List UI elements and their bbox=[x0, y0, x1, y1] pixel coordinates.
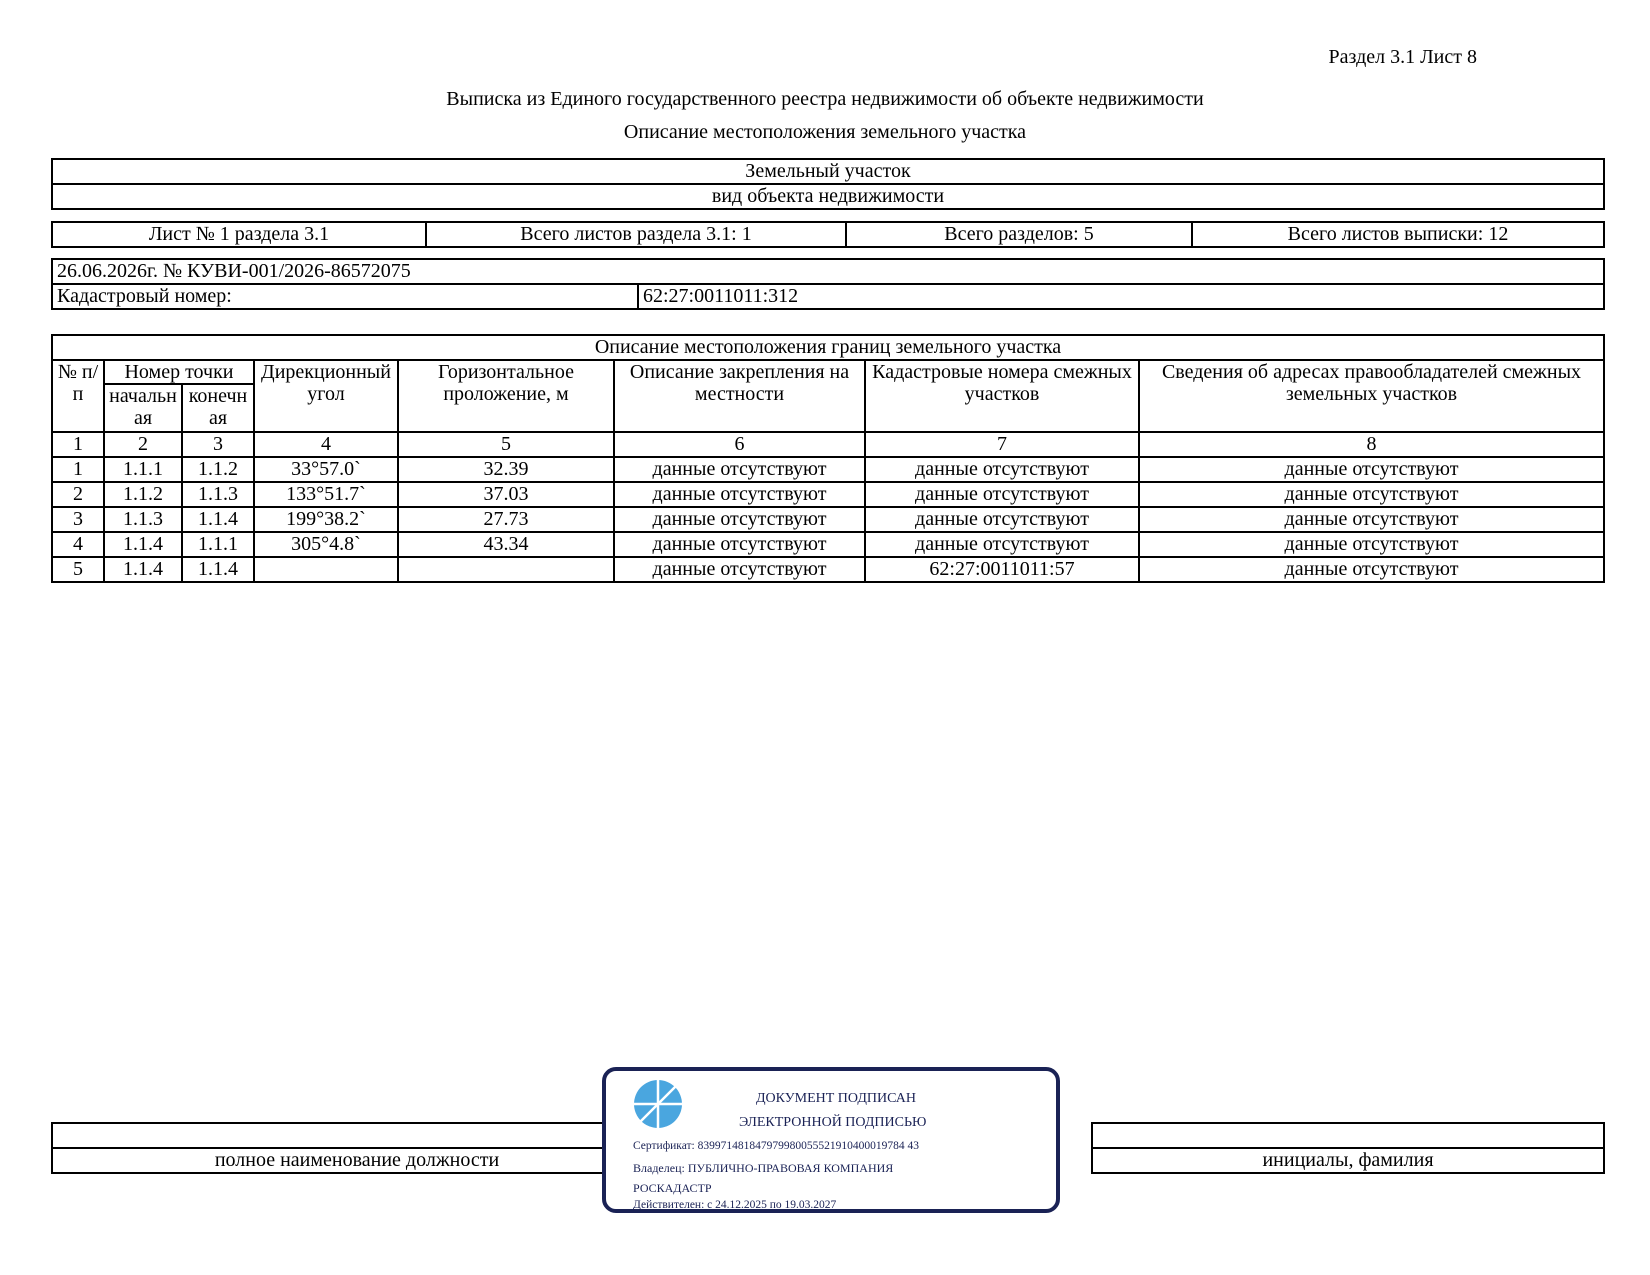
cell-end: 1.1.2 bbox=[182, 457, 254, 482]
cell-num: 3 bbox=[52, 507, 104, 532]
cell-angle bbox=[254, 557, 398, 582]
cell-angle: 133°51.7` bbox=[254, 482, 398, 507]
stamp-validity: Действителен: с 24.12.2025 по 19.03.2027 bbox=[633, 1199, 837, 1211]
col-number: 8 bbox=[1139, 432, 1604, 457]
stamp-owner-line1: Владелец: ПУБЛИЧНО-ПРАВОВАЯ КОМПАНИЯ bbox=[633, 1161, 894, 1175]
cadastral-value: 62:27:0011011:312 bbox=[638, 284, 1604, 309]
cell-owners: данные отсутствуют bbox=[1139, 532, 1604, 557]
header-end: конечн ая bbox=[182, 384, 254, 432]
cell-start: 1.1.3 bbox=[104, 507, 182, 532]
cell-num: 4 bbox=[52, 532, 104, 557]
cell-start: 1.1.4 bbox=[104, 557, 182, 582]
info-table bbox=[51, 258, 1605, 310]
cell-end: 1.1.4 bbox=[182, 557, 254, 582]
cell-start: 1.1.2 bbox=[104, 482, 182, 507]
stamp-owner-line2: РОСКАДАСТР bbox=[633, 1181, 712, 1195]
position-label: полное наименование должности bbox=[52, 1148, 662, 1173]
cell-fixing: данные отсутствуют bbox=[614, 507, 865, 532]
header-start: начальн ая bbox=[104, 384, 182, 432]
cadastral-label: Кадастровый номер: bbox=[52, 284, 638, 309]
header-angle: Дирекционный угол bbox=[254, 360, 398, 432]
cell-start: 1.1.1 bbox=[104, 457, 182, 482]
cell-owners: данные отсутствуют bbox=[1139, 557, 1604, 582]
table-row bbox=[52, 507, 1604, 532]
cell-angle: 305°4.8` bbox=[254, 532, 398, 557]
col-number: 5 bbox=[398, 432, 614, 457]
col-number: 1 bbox=[52, 432, 104, 457]
total-extract-sheets-cell: Всего листов выписки: 12 bbox=[1192, 222, 1604, 247]
signature-position-blank bbox=[52, 1123, 662, 1148]
header-length: Горизонтальное проложение, м bbox=[398, 360, 614, 432]
bounds-table bbox=[51, 334, 1605, 583]
header-adjacent: Кадастровые номера смежных участков bbox=[865, 360, 1139, 432]
cell-adjacent: данные отсутствуют bbox=[865, 507, 1139, 532]
cell-angle: 199°38.2` bbox=[254, 507, 398, 532]
header-owners: Сведения об адресах правообладателей смежных земельных участков bbox=[1139, 360, 1604, 432]
cell-adjacent: 62:27:0011011:57 bbox=[865, 557, 1139, 582]
cell-num: 1 bbox=[52, 457, 104, 482]
cell-start: 1.1.4 bbox=[104, 532, 182, 557]
document-subtitle: Описание местоположения земельного участка bbox=[623, 121, 1027, 143]
cell-end: 1.1.1 bbox=[182, 532, 254, 557]
column-numbers-row bbox=[52, 432, 1604, 457]
col-number: 6 bbox=[614, 432, 865, 457]
stamp-title-line1: ДОКУМЕНТ ПОДПИСАН bbox=[756, 1091, 916, 1106]
cell-angle: 33°57.0` bbox=[254, 457, 398, 482]
cell-end: 1.1.4 bbox=[182, 507, 254, 532]
total-sections-cell: Всего разделов: 5 bbox=[846, 222, 1192, 247]
cell-num: 2 bbox=[52, 482, 104, 507]
electronic-signature-stamp bbox=[602, 1067, 1060, 1213]
cell-owners: данные отсутствуют bbox=[1139, 482, 1604, 507]
cell-adjacent: данные отсутствуют bbox=[865, 482, 1139, 507]
name-label: инициалы, фамилия bbox=[1092, 1148, 1604, 1173]
cell-adjacent: данные отсутствуют bbox=[865, 457, 1139, 482]
col-number: 4 bbox=[254, 432, 398, 457]
cell-length: 32.39 bbox=[398, 457, 614, 482]
col-number: 7 bbox=[865, 432, 1139, 457]
cell-length: 43.34 bbox=[398, 532, 614, 557]
sheet-number: Раздел 3.1 Лист 8 bbox=[1328, 46, 1477, 68]
cell-num: 5 bbox=[52, 557, 104, 582]
sheets-table bbox=[51, 221, 1605, 248]
col-number: 2 bbox=[104, 432, 182, 457]
stamp-certificate: Сертификат: 839971481847979980055521910400019784 43 bbox=[633, 1140, 919, 1152]
signature-name-blank bbox=[1092, 1123, 1604, 1148]
cell-owners: данные отсутствуют bbox=[1139, 457, 1604, 482]
stamp-title-line2: ЭЛЕКТРОННОЙ ПОДПИСЬЮ bbox=[739, 1115, 927, 1130]
object-name: Земельный участок bbox=[52, 159, 1604, 184]
cell-fixing: данные отсутствуют bbox=[614, 482, 865, 507]
bounds-title: Описание местоположения границ земельного участка bbox=[52, 335, 1604, 360]
cell-end: 1.1.3 bbox=[182, 482, 254, 507]
header-num: № п/п bbox=[52, 360, 104, 432]
cell-adjacent: данные отсутствуют bbox=[865, 532, 1139, 557]
cell-owners: данные отсутствуют bbox=[1139, 507, 1604, 532]
cell-fixing: данные отсутствуют bbox=[614, 557, 865, 582]
object-kind-table bbox=[51, 158, 1605, 210]
roskadastr-logo-icon bbox=[633, 1079, 683, 1129]
cell-fixing: данные отсутствуют bbox=[614, 457, 865, 482]
document-title: Выписка из Единого государственного реестра недвижимости об объекте недвижимости bbox=[446, 88, 1204, 110]
sheet-cell: Лист № 1 раздела 3.1 bbox=[52, 222, 426, 247]
table-row bbox=[52, 557, 1604, 582]
cell-length: 27.73 bbox=[398, 507, 614, 532]
object-kind-label: вид объекта недвижимости bbox=[52, 184, 1604, 209]
table-row bbox=[52, 482, 1604, 507]
date-number: 26.06.2026г. № КУВИ-001/2026-86572075 bbox=[52, 259, 1604, 284]
total-section-sheets-cell: Всего листов раздела 3.1: 1 bbox=[426, 222, 846, 247]
table-row bbox=[52, 457, 1604, 482]
header-point: Номер точки bbox=[104, 360, 254, 384]
cell-fixing: данные отсутствуют bbox=[614, 532, 865, 557]
table-row bbox=[52, 532, 1604, 557]
cell-length bbox=[398, 557, 614, 582]
cell-length: 37.03 bbox=[398, 482, 614, 507]
header-fixing: Описание закрепления на местности bbox=[614, 360, 865, 432]
col-number: 3 bbox=[182, 432, 254, 457]
